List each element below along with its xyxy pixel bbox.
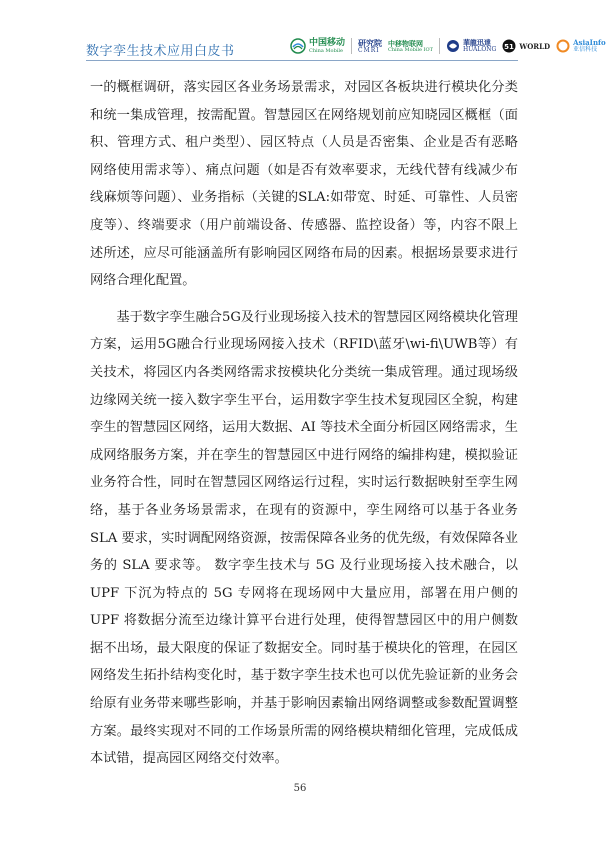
body-text	[90, 74, 518, 782]
page-header	[0, 0, 606, 60]
document-title: 数字孪生技术应用白皮书	[86, 44, 235, 59]
china-mobile-logo	[290, 38, 345, 54]
51world-logo	[502, 39, 550, 53]
header-divider	[86, 60, 518, 61]
asiainfo-cn: 亚信科技	[573, 46, 598, 53]
paragraph: 一的概框调研，落实园区各业务场景需求，对园区各板块进行模块化分类和统一集成管理，按需配置。智慧园区在网络规划前应知晓园区概框（面积、管理方式、租户类型）、园区特点（人员是否密集、企业是否有恶略网络使用需求等）、痛点问题（如是否有效率要求，无线代替有线减少布线麻烦等问题）、业务指标（关键的SLA:如带宽、时延、可靠性、人员密度等）、终端要求（用户前端设备、传感器、监控设备）等，内容不限上述所述，应尽可能涵盖所有影响园区网络布局的因素。根据场景要求进行网络合理化配置。	[90, 80, 518, 289]
asiainfo-logo	[556, 39, 606, 53]
logo-divider	[439, 38, 440, 54]
hualong-en: HUALONG	[462, 46, 497, 53]
china-mobile-icon	[290, 38, 306, 54]
hualong-name: 華龍迅達	[462, 38, 491, 47]
logo-divider	[351, 38, 352, 54]
iot-name: 中移物联网	[388, 38, 424, 48]
page-number: 56	[293, 783, 307, 794]
iot-logo	[388, 40, 433, 53]
partner-logos	[290, 34, 606, 58]
iot-en: China Mobile IOT	[388, 46, 433, 53]
china-mobile-en: China Mobile	[309, 47, 343, 54]
51world-icon	[502, 39, 516, 53]
asiainfo-icon	[556, 39, 570, 53]
china-mobile-name: 中国移动	[309, 37, 346, 48]
cmri-name: 研究院	[358, 37, 383, 48]
51world-badge: 51	[504, 43, 515, 51]
cmri-logo	[358, 39, 382, 54]
cmri-en: CMRI	[358, 46, 380, 54]
hualong-icon	[446, 39, 460, 53]
paragraph: 基于数字孪生融合5G及行业现场接入技术的智慧园区网络模块化管理方案，运用5G融合行业现场网接入技术（RFID\蓝牙\wi-fi\UWB等）有关技术，将园区内各类网络需求按模块化分类统一集成管理。通过现场级边缘网关统一接入数字孪生平台，运用数字孪生技术复现园区全貌，构建孪生的智慧园区网络，运用大数据、AI 等技术全面分析园区网络需求，生成网络服务方案，并在孪生的智慧园区中进行网络的编排构建，模拟验证业务符合性，同时在智慧园区网络运行过程，实时运行数据映射至孪生网络，基于各业务场景需求，在现有的资源中，孪生网络可以基于各业务 SLA 要求，实时调配网络资源，按需保障各业务的优先级，有效保障各业务的 SLA 要求等。 数字孪生技术与 5G 及行业现场接入技术融合，以 UPF 下沉为特点的 5G 专网将在现场网中大量应用，部署在用户侧的 UPF 将数据分流至边缘计算平台进行处理，使得智慧园区中的用户侧数据不出场，最大限度的保证了数据安全。同时基于模块化的管理，在园区网络发生拓扑结构变化时，基于数字孪生技术也可以优先验证新的业务会给原有业务带来哪些影响，并基于影响因素输出网络调整或参数配置调整方案。最终实现对不同的工作场景所需的网络模块精细化管理，完成低成本试错，提高园区网络交付效率。	[90, 309, 518, 767]
hualong-logo	[446, 39, 496, 53]
asiainfo-name: AsiaInfo	[573, 38, 606, 47]
51world-name: WORLD	[519, 41, 551, 51]
